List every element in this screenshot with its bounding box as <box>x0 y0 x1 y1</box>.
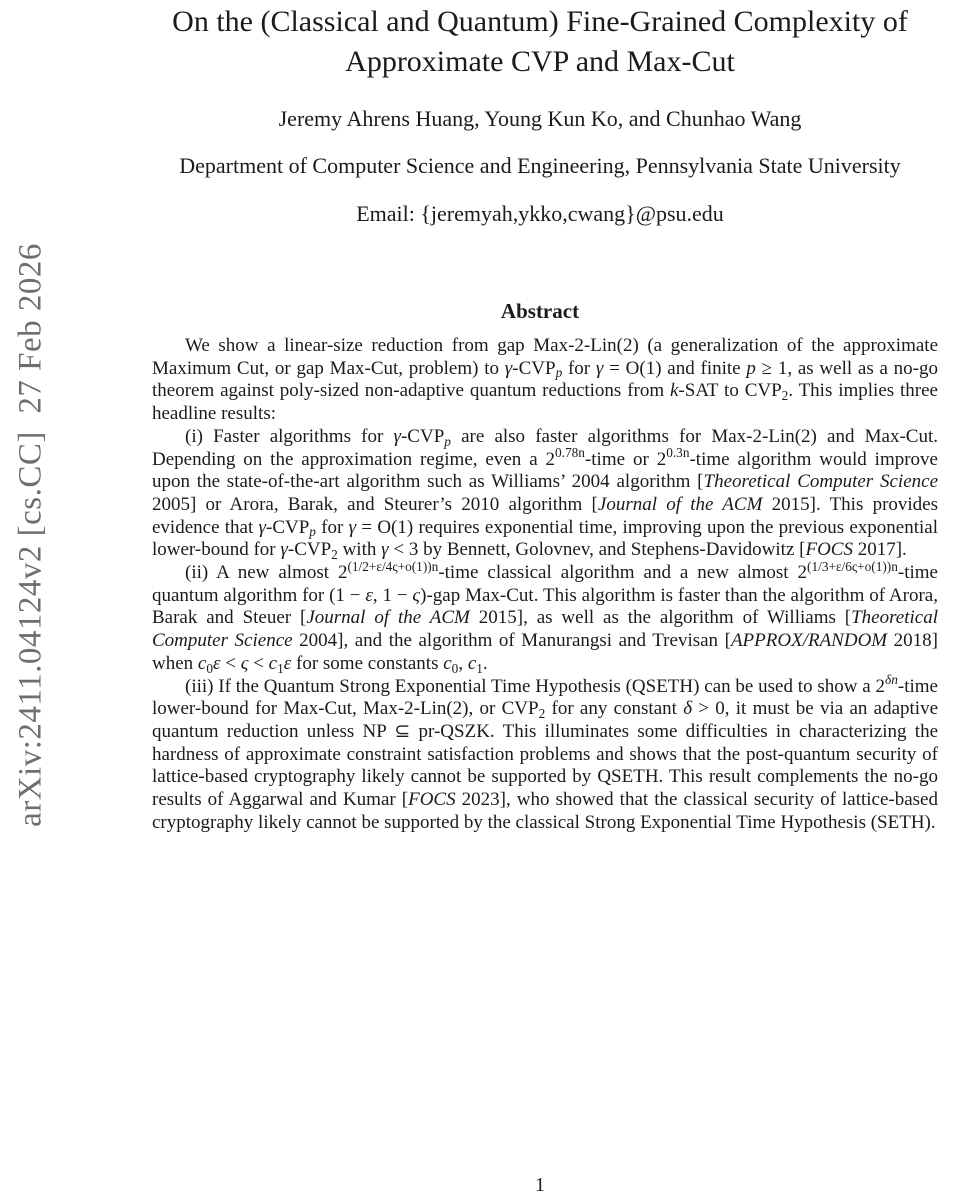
arxiv-stamp: arXiv:2411.04124v2 [cs.CC] 27 Feb 2026 <box>12 243 49 827</box>
email-line: Email: {jeremyah,ykko,cwang}@psu.edu <box>356 201 724 226</box>
title-line-1: On the (Classical and Quantum) Fine-Grained Complexity of <box>172 5 908 38</box>
authors-line: Jeremy Ahrens Huang, Young Kun Ko, and Chunhao Wang <box>278 106 802 131</box>
abstract-heading: Abstract <box>500 299 580 323</box>
title-line-2: Approximate CVP and Max-Cut <box>345 45 735 78</box>
page-number: 1 <box>535 1174 545 1196</box>
abstract-section <box>108 299 956 834</box>
abstract-paragraph-4: (iii) If the Quantum Strong Exponential Time Hypothesis (QSETH) can be used to show a $2^{\delta n}$-time lower-bound for Max-Cut, Max-2-Lin(2), or $CVP_2$ for any constant δ > 0, it must be via an adaptive quantum reduction unless NP ⊆ pr-QSZK. This illuminates some difficulties in characterizing the hardness of approximate constraint satisfaction problems and shows that the post-quantum security of lattice-based cryptography likely cannot be supported by QSETH. This result complements the no-go results of Aggarwal and Kumar [FOCS 2023], who showed that the classical security of lattice-based cryptography likely cannot be supported by the classical Strong Exponential Time Hypothesis (SETH). <box>152 672 939 833</box>
paper-title <box>108 0 956 82</box>
abstract-body <box>108 335 956 834</box>
abstract-paragraph-2: (i) Faster algorithms for $\gamma-CVP_p$ are also faster algorithms for Max-2-Lin(2) and Max-Cut. Depending on the approximation regime, even a $2^{0.78n}$-time or $2^{0.3n}$-time algorithm would improve upon the state-of-the-art algorithm such as Williams’ 2004 algorithm [Theoretical Computer Science 2005] or Arora, Barak, and Steurer’s 2010 algorithm [Journal of the ACM 2015]. This provides evidence that $\gamma-CVP_p$ for γ = O(1) requires exponential time, improving upon the previous exponential lower-bound for $\gamma-CVP_2$ with γ < 3 by Bennett, Golovnev, and Stephens-Davidowitz [FOCS 2017]. <box>152 425 939 563</box>
abstract-paragraph-1: We show a linear-size reduction from gap Max-2-Lin(2) (a generalization of the approximate Maximum Cut, or gap Max-Cut, problem) to $\gamma-CVP_p$ for γ = O(1) and finite p ≥ 1, as well as a no-go theorem against poly-sized non-adaptive quantum reductions from k-SAT to $CVP_2$. This implies three headline results: <box>152 335 939 425</box>
abstract-paragraph-3: (ii) A new almost $2^{(1/2+\varepsilon/4\varsigma+o(1))n}$-time classical algorithm and a new almost $2^{(1/3+\varepsilon/6\varsigma+o(1))n}$-time quantum algorithm for (1 − ε, 1 − ς)-gap Max-Cut. This algorithm is faster than the algorithm of Arora, Barak and Steuer [Journal of the ACM 2015], as well as the algorithm of Williams [Theoretical Computer Science 2004], and the algorithm of Manurangsi and Trevisan [APPROX/RANDOM 2018] when $c_0\varepsilon < \varsigma < c_1\varepsilon$ for some constants $c_0$, $c_1$. <box>152 558 939 676</box>
paper-content <box>108 0 956 834</box>
affiliation-line: Department of Computer Science and Engineering, Pennsylvania State University <box>179 153 901 178</box>
